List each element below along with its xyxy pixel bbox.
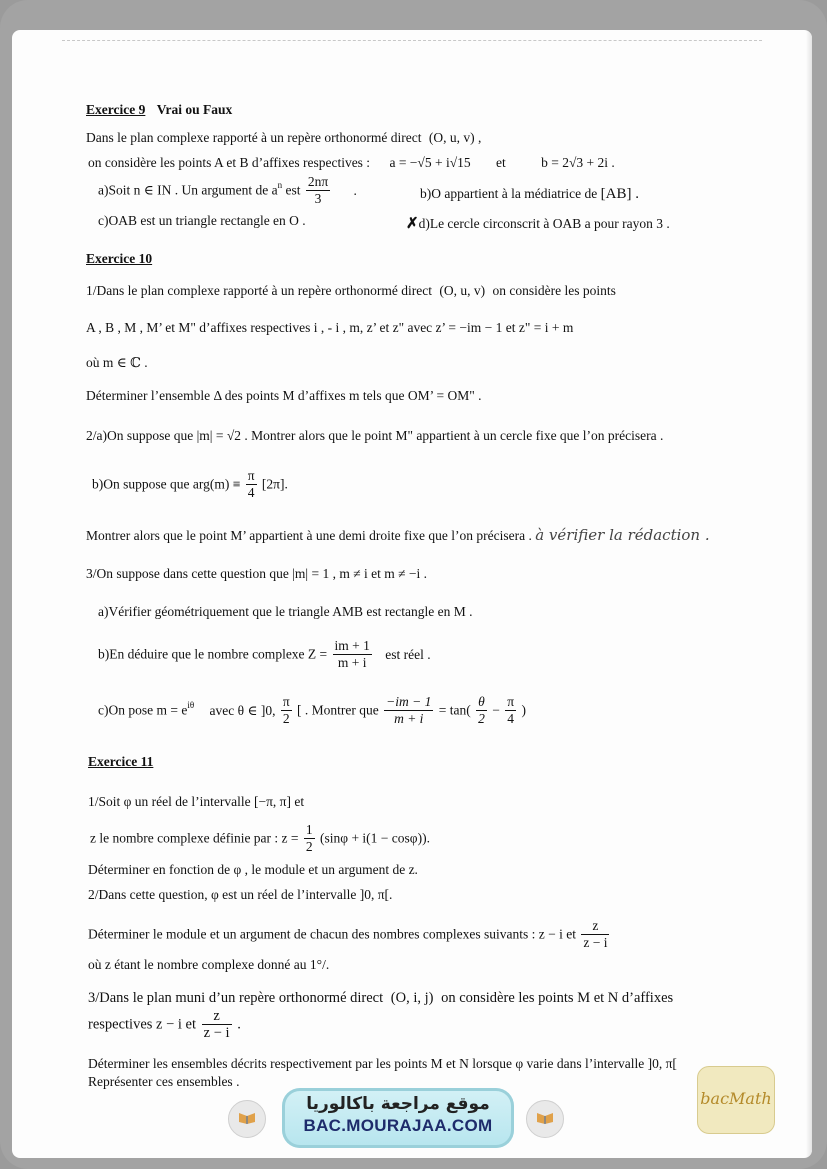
ex10-question-3: 3/On suppose dans cette question que |m| = 1 , m ≠ i et m ≠ −i . [86, 566, 428, 581]
ex9-line-1: Dans le plan complexe rapporté à un repère orthonormé direct (O, u, v) , [86, 130, 482, 145]
ex11-question-2: 2/Dans cette question, φ est un réel de l’intervalle ]0, π[. [88, 887, 393, 902]
ex9-question-a: a)Soit n ∈ IN . Un argument de $a^n$ est $\frac{2n\pi}{3}$ . [98, 174, 357, 206]
ex10-paragraph-4: Déterminer l’ensemble Δ des points M d’affixes m tels que OM’ = OM" . [86, 388, 482, 403]
ex10-paragraph-1: 1/Dans le plan complexe rapporté à un repère orthonormé direct (O, u, v) on considère les points [86, 283, 616, 298]
ex10-question-3c: c)On pose $m = e^{i\theta}$ avec θ ∈ ]0, $\frac{\pi}{2}$ [ . Montrer que $\frac{-im - 1}{m + i}$ = tan( $\frac{\theta}{2}$ − $\frac{\pi}{4}$ ) [98, 694, 526, 726]
ex9-question-d: ✗d)Le cercle circonscrit à OAB a pour rayon 3 . [406, 216, 670, 232]
ex11-question-1: 1/Soit φ un réel de l’intervalle [−π, π] et [88, 794, 305, 809]
ex11-paragraph-3: Déterminer en fonction de φ , le module et un argument de z. [88, 862, 418, 877]
ex10-question-3a: a)Vérifier géométriquement que le triangle AMB est rectangle en M . [98, 604, 473, 619]
exercise-10-title: Exercice 10 [86, 251, 153, 266]
exercise-9-title: Exercice 9 [86, 102, 146, 117]
ex11-paragraph-9: Déterminer les ensembles décrits respectivement par les points M et N lorsque φ varie dans l’intervalle ]0, π[ [88, 1056, 677, 1071]
bacmath-badge: bacMath [697, 1066, 775, 1134]
check-mark-icon: ✗ [406, 216, 419, 232]
ex9-line-2: on considère les points A et B d’affixes respectives : a = −√5 + i√15 et b = 2√3 + 2i . [88, 155, 615, 170]
ex11-question-3: 3/Dans le plan muni d’un repère orthonormé direct (O, i, j) on considère les points M et N d’affixes [88, 990, 674, 1006]
exercise-11-title: Exercice 11 [88, 754, 154, 769]
fraction-2npi-3: $\frac{2n\pi}{3}$ [307, 174, 329, 206]
ex9-question-b: b)O appartient à la médiatrice de [AB] . [420, 186, 639, 202]
ex10-paragraph-7: Montrer alors que le point M’ appartient à une demi droite fixe que l’on précisera . à vérifier la rédaction . [86, 526, 710, 544]
exercise-9-heading [86, 102, 232, 118]
banner-site-url[interactable]: BAC.MOURAJAA.COM [303, 1116, 493, 1135]
ex10-question-3b: b)En déduire que le nombre complexe Z = $\frac{im + 1}{m + i}$ est réel . [98, 638, 431, 670]
ex10-paragraph-3: où m ∈ ℂ . [86, 355, 148, 370]
site-logo-right-icon [526, 1100, 564, 1138]
ex10-question-2b: b)On suppose que arg(m) ≡ $\frac{\pi}{4}$ [2π]. [92, 468, 288, 500]
exercise-9-subtitle: Vrai ou Faux [156, 102, 233, 117]
ex11-paragraph-10: Représenter ces ensembles . [88, 1074, 240, 1089]
ex9-question-c: c)OAB est un triangle rectangle en O . [98, 213, 306, 228]
ex11-paragraph-6: où z étant le nombre complexe donné au 1°/. [88, 957, 330, 972]
site-logo-left-icon [228, 1100, 266, 1138]
ex10-paragraph-2: A , B , M , M’ et M" d’affixes respectives i , - i , m, z’ et z" avec z’ = −im − 1 et z" = i + m [86, 320, 574, 335]
handwritten-note: à vérifier la rédaction . [535, 526, 710, 544]
ex10-paragraph-5: 2/a)On suppose que |m| = √2 . Montrer alors que le point M" appartient à un cercle fixe que l’on précisera . [86, 428, 664, 443]
ex11-definition-z: z le nombre complexe définie par : z = $\frac{1}{2}$ (sinφ + i(1 − cosφ)). [90, 822, 430, 854]
site-banner[interactable] [282, 1088, 514, 1148]
banner-arabic-text: موقع مراجعة باكالوريا [306, 1094, 490, 1114]
ex11-paragraph-5: Déterminer le module et un argument de chacun des nombres complexes suivants : z − i et $\frac{z}{z - i}$ [88, 918, 608, 950]
ex11-paragraph-8: respectives z − i et $\frac{z}{z - i}$ . [88, 1008, 241, 1041]
